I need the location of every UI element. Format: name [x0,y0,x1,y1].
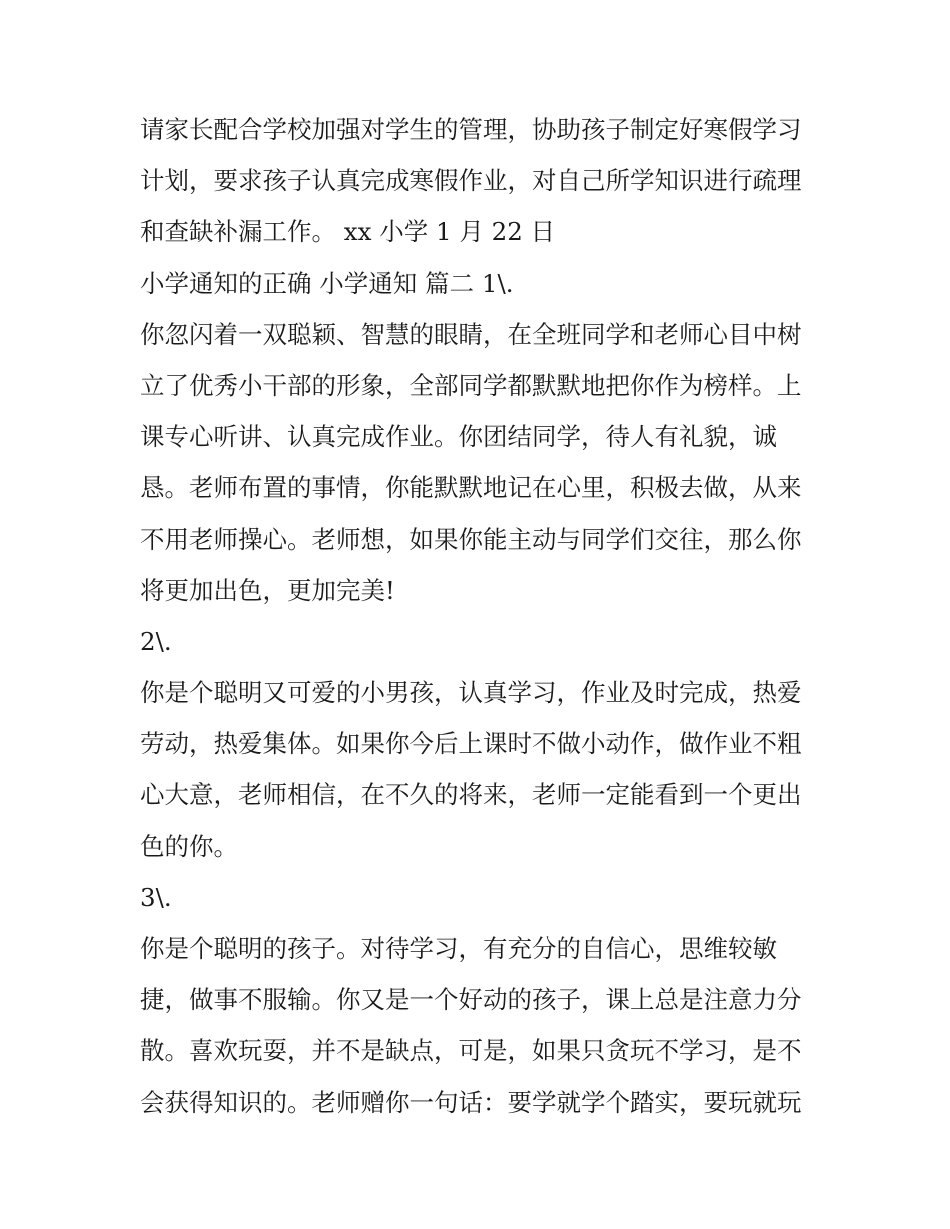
text-line: 你忽闪着一双聪颖、智慧的眼睛，在全班同学和老师心目中树 [140,319,802,349]
text-line: 课专心听讲、认真完成作业。你团结同学，待人有礼貌，诚 [140,422,777,452]
text-line: 将更加出色，更加完美! [140,575,395,605]
document-body [140,104,830,1128]
text-line: 劳动，热爱集体。如果你今后上课时不做小动作，做作业不粗 [140,729,802,759]
text-line: 会获得知识的。老师赠你一句话：要学就学个踏实，要玩就玩 [140,1087,802,1117]
item-number: 3\. [140,882,172,912]
text-line: 你是个聪明又可爱的小男孩，认真学习，作业及时完成，热爱 [140,678,802,708]
text-line: 恳。老师布置的事情，你能默默地记在心里，积极去做，从来 [140,473,802,503]
section-heading: 小学通知的正确 小学通知 篇二 1\. [140,268,514,298]
text-line: 立了优秀小干部的形象，全部同学都默默地把你作为榜样。上 [140,370,802,400]
text-line: 色的你。 [140,831,238,861]
text-line: 计划，要求孩子认真完成寒假作业，对自己所学知识进行疏理 [140,166,802,196]
text-line: 你是个聪明的孩子。对待学习，有充分的自信心，思维较敏 [140,934,777,963]
text-line: 散。喜欢玩耍，并不是缺点，可是，如果只贪玩不学习，是不 [140,1036,802,1066]
text-line: 不用老师操心。老师想，如果你能主动与同学们交往，那么你 [140,524,802,554]
text-line: 心大意，老师相信，在不久的将来，老师一定能看到一个更出 [140,780,802,810]
item-number: 2\. [140,626,172,656]
text-line: 请家长配合学校加强对学生的管理，协助孩子制定好寒假学习 [140,115,802,144]
text-line: 和查缺补漏工作。 xx 小学 1 月 22 日 [140,217,556,247]
text-line: 捷，做事不服输。你又是一个好动的孩子，课上总是注意力分 [140,985,802,1015]
